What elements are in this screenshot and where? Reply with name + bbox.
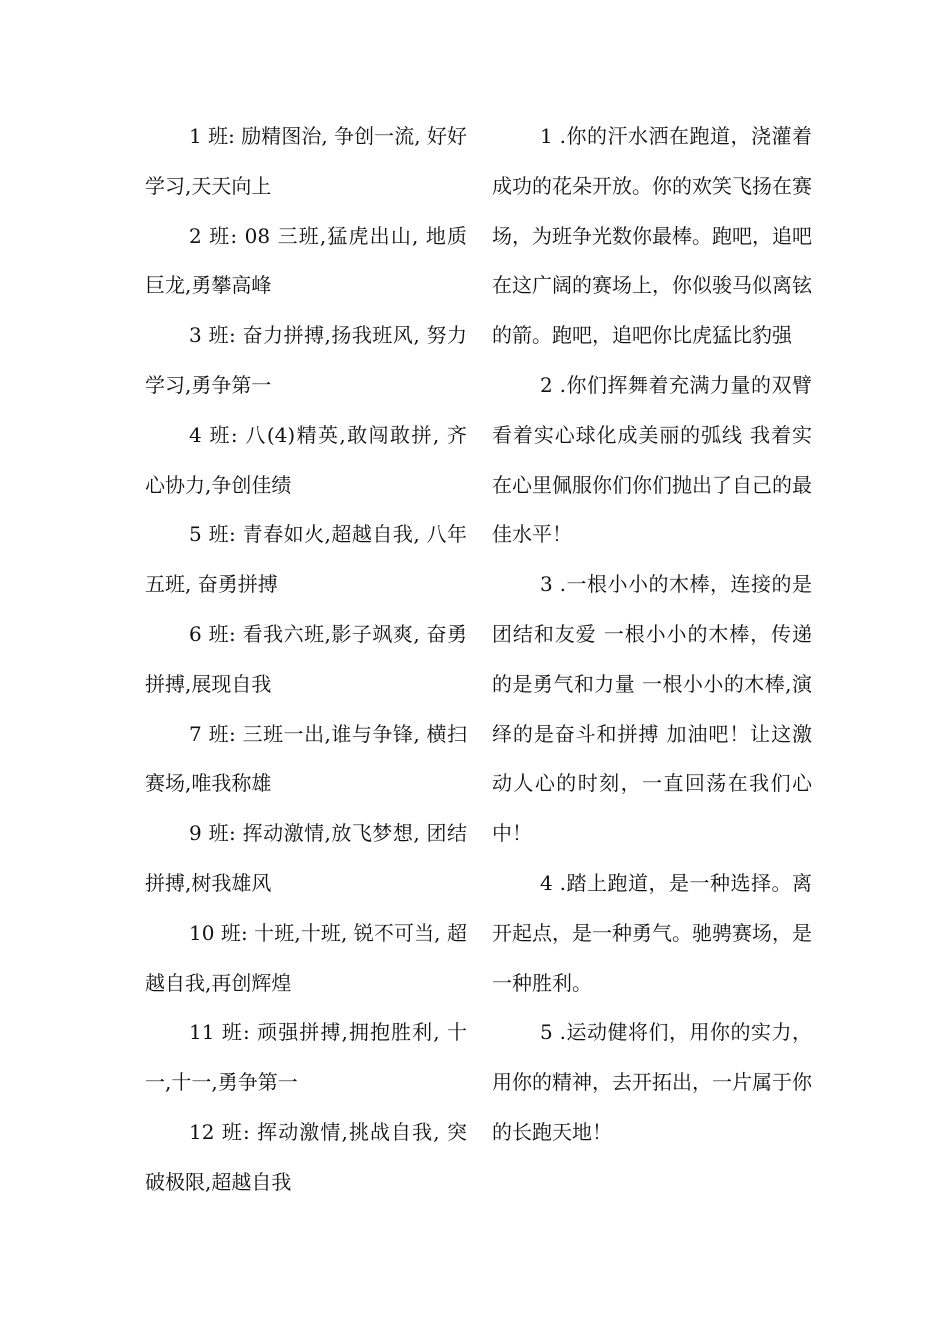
class-slogan-1: 1 班: 励精图治, 争创一流, 好好学习,天天向上 (145, 124, 467, 198)
class-slogan-9: 9 班: 挥动激情,放飞梦想, 团结拼搏,树我雄风 (145, 821, 467, 895)
class-slogan-3: 3 班: 奋力拼搏,扬我班风, 努力学习,勇争第一 (145, 323, 467, 397)
cheer-message-1: 1 .你的汗水洒在跑道，浇灌着成功的花朵开放。你的欢笑飞扬在赛场，为班争光数你最棒。跑吧，追吧 在这广阔的赛场上，你似骏马似离铉的箭。跑吧，追吧你比虎猛比豹强 (492, 124, 812, 348)
class-slogan-5: 5 班: 青春如火,超越自我, 八年五班, 奋勇拼搏 (145, 522, 467, 597)
class-slogan-10: 10 班: 十班,十班, 锐不可当, 超越自我,再创辉煌 (145, 920, 467, 995)
class-slogan-6: 6 班: 看我六班,影子飒爽, 奋勇拼搏,展现自我 (145, 621, 467, 696)
class-slogan-12: 12 班: 挥动激情,挑战自我, 突破极限,超越自我 (145, 1119, 467, 1194)
class-slogan-11: 11 班: 顽强拼搏,拥抱胜利, 十一,十一,勇争第一 (145, 1020, 467, 1095)
cheer-message-2: 2 .你们挥舞着充满力量的双臂 看着实心球化成美丽的弧线 我着实在心里佩服你们你们抛出了自己的最佳水平！ (492, 372, 812, 547)
left-column-class-slogans (145, 112, 467, 1208)
class-slogan-7: 7 班: 三班一出,谁与争锋, 横扫赛场,唯我称雄 (145, 721, 467, 796)
cheer-message-5: 5 .运动健将们，用你的实力，用你的精神，去开拓出，一片属于你的长跑天地！ (492, 1020, 812, 1144)
class-slogan-4: 4 班: 八(4)精英,敢闯敢拼, 齐心协力,争创佳绩 (145, 422, 467, 497)
right-column-cheer-messages (492, 112, 812, 1158)
cheer-message-4: 4 .踏上跑道，是一种选择。离开起点，是一种勇气。驰骋赛场，是一种胜利。 (492, 870, 812, 995)
class-slogan-2: 2 班: 08 三班,猛虎出山, 地质巨龙,勇攀高峰 (145, 223, 467, 298)
cheer-message-3: 3 .一根小小的木棒，连接的是团结和友爱 一根小小的木棒，传递的是勇气和力量 一根小小的木棒,演绎的是奋斗和拼搏 加油吧！让这激动人心的时刻，一直回荡在我们心中！ (492, 572, 812, 846)
